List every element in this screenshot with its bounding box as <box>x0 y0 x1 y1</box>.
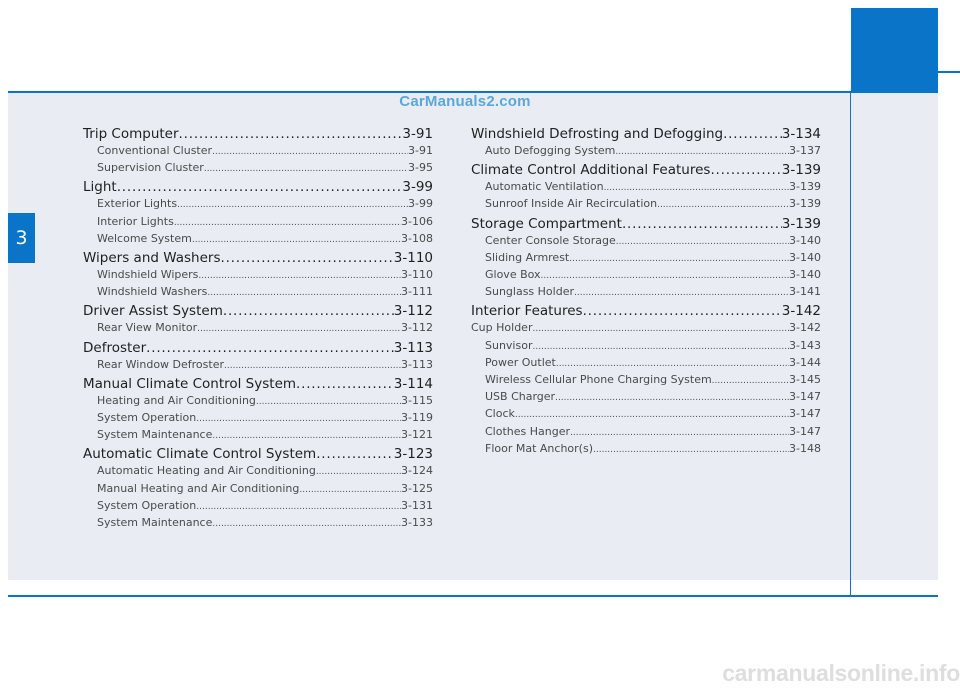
toc-entry-title: Power Outlet <box>485 355 556 369</box>
toc-entry-minor[interactable] <box>83 284 433 301</box>
toc-entry-page: 3-112 <box>393 303 433 320</box>
toc-leader-dots <box>593 443 789 458</box>
toc-leader-dots <box>212 145 408 160</box>
toc-entry-title: Light <box>83 179 117 196</box>
toc-entry-minor[interactable] <box>471 196 821 213</box>
toc-entry-major[interactable] <box>83 126 433 143</box>
toc-leader-dots <box>224 359 401 374</box>
toc-entry-page: 3-137 <box>789 144 821 157</box>
toc-entry-title: Floor Mat Anchor(s) <box>485 441 593 455</box>
toc-leader-dots <box>117 179 403 196</box>
toc-entry-page: 3-124 <box>401 464 433 478</box>
vertical-rule <box>850 91 851 595</box>
toc-entry-title: Windshield Wipers <box>97 268 199 282</box>
toc-entry-page: 3-99 <box>408 197 433 211</box>
toc-leader-dots <box>723 126 782 143</box>
toc-entry-page: 3-106 <box>401 214 433 228</box>
toc-entry-page: 3-145 <box>789 373 821 387</box>
toc-entry-title: Auto Defogging System <box>485 144 616 157</box>
toc-leader-dots <box>569 252 789 267</box>
toc-entry-title: Exterior Lights <box>97 197 178 211</box>
toc-entry-major[interactable] <box>471 216 821 233</box>
toc-entry-title: Cup Holder <box>471 321 533 335</box>
toc-leader-dots <box>146 340 394 357</box>
toc-entry-title: USB Charger <box>485 390 556 404</box>
toc-entry-page: 3-139 <box>789 180 821 194</box>
toc-entry-page: 3-91 <box>402 126 433 142</box>
toc-right-column <box>471 124 821 458</box>
toc-entry-page: 3-139 <box>781 215 821 232</box>
toc-entry-page: 3-140 <box>789 268 821 282</box>
toc-leader-dots <box>296 376 394 393</box>
toc-leader-dots <box>616 235 789 250</box>
toc-leader-dots <box>179 126 403 143</box>
toc-leader-dots <box>212 517 401 532</box>
toc-leader-dots <box>532 340 789 355</box>
toc-entry-title: Rear Window Defroster <box>97 357 224 371</box>
toc-entry-page: 3-148 <box>789 441 821 455</box>
toc-entry-title: Sunvisor <box>485 338 533 352</box>
toc-entry-page: 3-112 <box>401 321 433 335</box>
toc-entry-flat[interactable] <box>471 320 821 337</box>
toc-entry-title: Manual Climate Control System <box>83 375 297 392</box>
toc-entry-major[interactable] <box>471 303 821 320</box>
toc-entry-minor[interactable] <box>83 196 433 213</box>
toc-entry-minor[interactable] <box>471 338 821 355</box>
toc-leader-dots <box>192 233 401 248</box>
toc-entry-title: Automatic Heating and Air Conditioning <box>97 464 316 478</box>
toc-entry-minor[interactable] <box>83 463 433 480</box>
toc-entry-page: 3-110 <box>401 268 433 282</box>
toc-entry-page: 3-142 <box>789 321 821 335</box>
toc-entry-minor[interactable] <box>471 424 821 441</box>
toc-entry-title: Wipers and Washers <box>83 250 221 267</box>
toc-leader-dots <box>198 269 401 284</box>
toc-entry-minor[interactable] <box>83 320 433 337</box>
toc-entry-minor[interactable] <box>471 179 821 196</box>
toc-entry-page: 3-147 <box>789 424 821 438</box>
toc-entry-minor[interactable] <box>83 410 433 427</box>
toc-entry-minor[interactable] <box>471 372 821 389</box>
toc-entry-minor[interactable] <box>471 233 821 250</box>
toc-entry-minor[interactable] <box>471 389 821 406</box>
toc-entry-page: 3-141 <box>789 285 821 299</box>
toc-leader-dots <box>316 465 401 480</box>
toc-leader-dots <box>204 162 408 177</box>
toc-entry-page: 3-121 <box>401 428 433 442</box>
toc-entry-major[interactable] <box>83 376 433 393</box>
toc-entry-page: 3-140 <box>789 250 821 264</box>
toc-entry-minor[interactable] <box>83 427 433 444</box>
toc-leader-dots <box>556 357 789 372</box>
toc-leader-dots <box>622 216 782 233</box>
toc-leader-dots <box>174 216 401 231</box>
toc-leader-dots <box>574 286 789 301</box>
toc-entry-title: Sliding Armrest <box>485 250 570 264</box>
toc-entry-page: 3-147 <box>789 390 821 404</box>
toc-entry-title: System Operation <box>97 498 197 512</box>
toc-entry-title: Climate Control Additional Features <box>471 162 711 179</box>
toc-entry-page: 3-110 <box>393 250 433 267</box>
toc-leader-dots <box>212 429 401 444</box>
toc-entry-page: 3-113 <box>393 339 433 356</box>
toc-entry-title: Windshield Defrosting and Defogging <box>471 126 724 142</box>
toc-leader-dots <box>532 322 789 337</box>
toc-entry-major[interactable] <box>471 126 821 143</box>
toc-entry-minor[interactable] <box>471 406 821 423</box>
toc-leader-dots <box>515 408 789 423</box>
toc-entry-page: 3-91 <box>408 144 433 157</box>
toc-entry-major[interactable] <box>83 340 433 357</box>
toc-entry-title: Driver Assist System <box>83 303 223 320</box>
toc-entry-title: Wireless Cellular Phone Charging System <box>485 373 712 387</box>
toc-entry-page: 3-125 <box>401 481 433 495</box>
toc-leader-dots <box>197 322 401 337</box>
toc-entry-page: 3-144 <box>789 355 821 369</box>
toc-entry-page: 3-147 <box>789 407 821 421</box>
watermark-top: CarManuals2.com <box>399 93 531 110</box>
toc-entry-minor[interactable] <box>83 267 433 284</box>
toc-entry-title: System Maintenance <box>97 428 213 442</box>
toc-entry-minor[interactable] <box>83 160 433 177</box>
chapter-tab[interactable]: 3 <box>8 213 35 263</box>
toc-entry-title: Interior Features <box>471 303 583 320</box>
toc-leader-dots <box>555 391 789 406</box>
toc-leader-dots <box>196 500 401 515</box>
toc-entry-major[interactable] <box>83 179 433 196</box>
toc-leader-dots <box>604 181 789 196</box>
toc-entry-minor[interactable] <box>83 481 433 498</box>
toc-entry-title: Defroster <box>83 339 147 356</box>
toc-entry-page: 3-133 <box>401 516 433 530</box>
toc-leader-dots <box>220 250 393 267</box>
toc-leader-dots <box>177 198 408 213</box>
toc-entry-title: Rear View Monitor <box>97 321 198 335</box>
toc-entry-title: Windshield Washers <box>97 285 208 299</box>
toc-entry-title: Trip Computer <box>83 126 179 142</box>
toc-entry-major[interactable] <box>471 162 821 179</box>
toc-entry-page: 3-108 <box>401 231 433 245</box>
toc-leader-dots <box>615 145 789 160</box>
toc-leader-dots <box>583 303 782 320</box>
toc-leader-dots <box>196 412 401 427</box>
toc-entry-minor[interactable] <box>471 250 821 267</box>
toc-entry-page: 3-139 <box>781 162 821 179</box>
watermark-bottom: carmanualsonline.info <box>722 660 960 686</box>
toc-entry-page: 3-140 <box>789 233 821 247</box>
toc-leader-dots <box>570 426 789 441</box>
toc-leader-dots <box>657 198 789 213</box>
toc-entry-minor[interactable] <box>83 143 433 160</box>
toc-entry-title: Sunglass Holder <box>485 285 574 299</box>
toc-entry-title: Storage Compartment <box>471 215 622 232</box>
toc-entry-title: Interior Lights <box>97 214 174 228</box>
toc-entry-minor[interactable] <box>83 393 433 410</box>
toc-leader-dots <box>316 446 394 463</box>
toc-leader-dots <box>299 483 401 498</box>
toc-entry-page: 3-134 <box>781 126 821 142</box>
top-rule-right <box>938 71 960 73</box>
toc-entry-minor[interactable] <box>83 214 433 231</box>
toc-entry-title: Glove Box <box>485 268 541 282</box>
toc-left-column <box>83 124 433 532</box>
toc-entry-title: Conventional Cluster <box>97 144 213 157</box>
toc-entry-major[interactable] <box>83 303 433 320</box>
toc-entry-minor[interactable] <box>83 515 433 532</box>
toc-entry-minor[interactable] <box>471 355 821 372</box>
toc-entry-page: 3-99 <box>402 179 433 196</box>
toc-entry-title: Manual Heating and Air Conditioning <box>97 481 300 495</box>
toc-entry-title: Clothes Hanger <box>485 424 571 438</box>
toc-leader-dots <box>223 303 394 320</box>
toc-entry-title: Clock <box>485 407 515 421</box>
toc-entry-minor[interactable] <box>471 267 821 284</box>
toc-entry-title: Center Console Storage <box>485 233 616 247</box>
toc-entry-title: Welcome System <box>97 231 192 245</box>
toc-entry-page: 3-113 <box>401 357 433 371</box>
toc-entry-title: Sunroof Inside Air Recirculation <box>485 197 658 211</box>
toc-entry-page: 3-139 <box>789 197 821 211</box>
toc-entry-page: 3-111 <box>401 285 433 299</box>
toc-entry-minor[interactable] <box>471 143 821 160</box>
toc-entry-major[interactable] <box>83 250 433 267</box>
toc-leader-dots <box>710 162 781 179</box>
toc-leader-dots <box>541 269 789 284</box>
toc-entry-page: 3-123 <box>393 446 433 463</box>
toc-entry-page: 3-131 <box>401 498 433 512</box>
toc-leader-dots <box>712 374 789 389</box>
toc-entry-title: System Operation <box>97 411 197 425</box>
toc-entry-title: Heating and Air Conditioning <box>97 393 256 407</box>
toc-entry-title: System Maintenance <box>97 516 213 530</box>
toc-entry-minor[interactable] <box>471 441 821 458</box>
toc-entry-major[interactable] <box>83 446 433 463</box>
toc-entry-title: Supervision Cluster <box>97 161 204 175</box>
toc-leader-dots <box>207 286 401 301</box>
toc-leader-dots <box>256 395 401 410</box>
toc-entry-minor[interactable] <box>471 284 821 301</box>
toc-entry-page: 3-114 <box>393 375 433 392</box>
toc-entry-page: 3-95 <box>408 161 433 175</box>
toc-entry-title: Automatic Ventilation <box>485 180 604 194</box>
toc-entry-minor[interactable] <box>83 498 433 515</box>
toc-entry-minor[interactable] <box>83 231 433 248</box>
toc-entry-page: 3-119 <box>401 411 433 425</box>
toc-entry-title: Automatic Climate Control System <box>83 446 317 463</box>
bottom-rule <box>8 595 938 597</box>
toc-entry-page: 3-143 <box>789 338 821 352</box>
toc-entry-minor[interactable] <box>83 357 433 374</box>
toc-entry-page: 3-115 <box>401 393 433 407</box>
toc-entry-page: 3-142 <box>781 303 821 320</box>
